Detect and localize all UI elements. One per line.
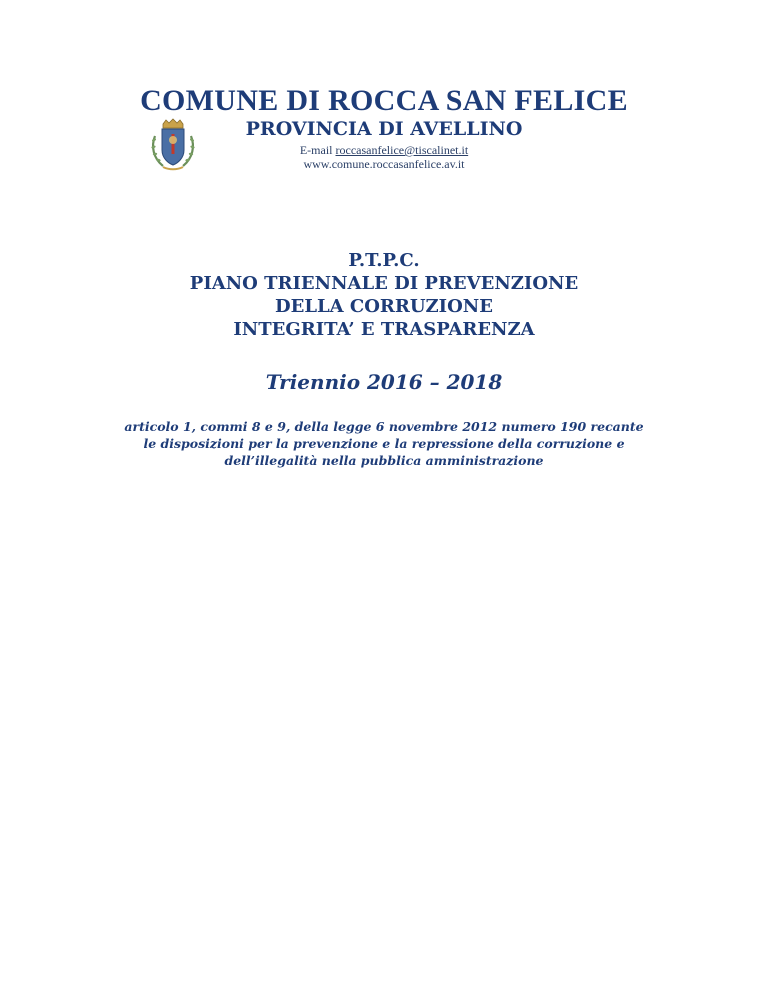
email-label: E-mail [299,143,336,157]
heading-line-4: INTEGRITA’ E TRASPARENZA [233,319,535,340]
email-line [0,143,768,158]
comune-title: COMUNE DI ROCCA SAN FELICE [140,84,628,117]
legal-reference-line-2: le disposizioni per la prevenzione e la repressione della corruzione e [143,436,625,451]
email-link[interactable]: roccasanfelice@tiscalinet.it [335,143,469,157]
heading-line-3: DELLA CORRUZIONE [275,296,493,317]
provincia-title: PROVINCIA DI AVELLINO [245,118,523,140]
heading-line-2: PIANO TRIENNALE DI PREVENZIONE [189,273,579,294]
legal-reference-line-3: dell’illegalità nella pubblica amministrazione [224,453,544,468]
website-link[interactable]: www.comune.roccasanfelice.av.it [303,157,465,171]
heading-acronym: P.T.P.C. [348,250,420,271]
legal-reference-line-1: articolo 1, commi 8 e 9, della legge 6 novembre 2012 numero 190 recante [124,419,644,434]
triennio-subtitle: Triennio 2016 – 2018 [265,370,503,394]
